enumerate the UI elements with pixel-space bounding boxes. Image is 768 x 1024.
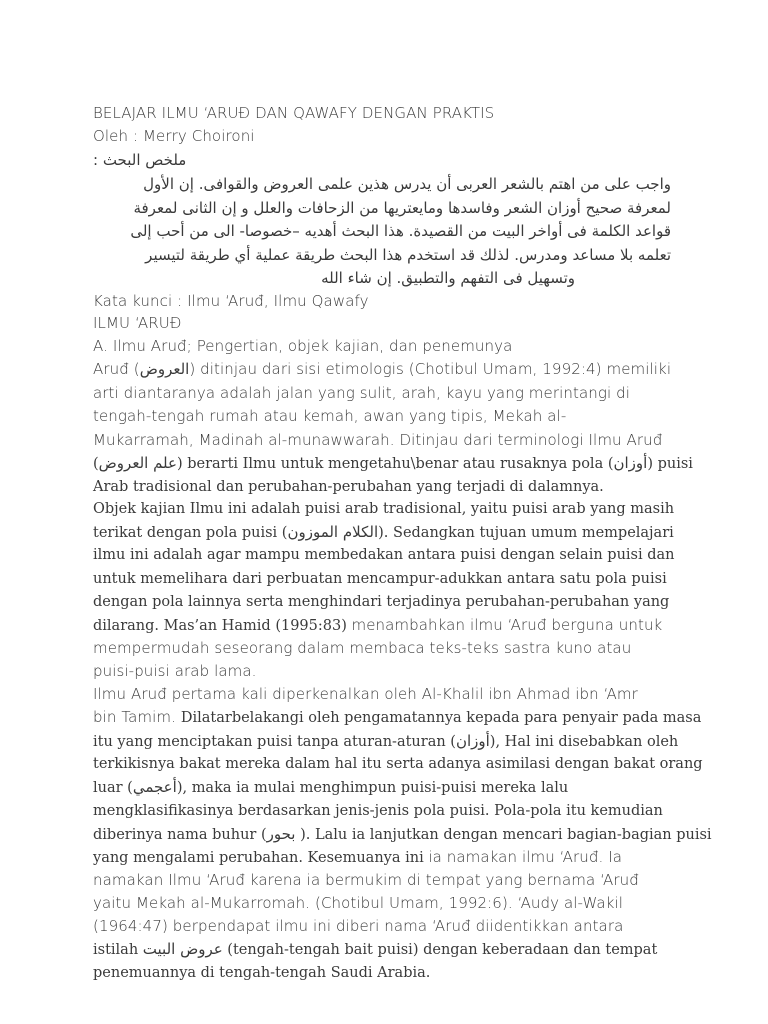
- p3-line-3: itu yang menciptakan puisi tanpa aturan-aturan (أوزان), Hal ini disebabkan oleh: [93, 732, 679, 750]
- author-line: Oleh : Merry Choironi: [93, 127, 255, 145]
- abstract-line-2: لمعرفة صحيح أوزان الشعر وفاسدها ومايعتريها من الزحافات والعلل و إن الثانى لمعرفة: [133, 199, 671, 217]
- p3-line-11: (1964:47) berpendapat ilmu ini diberi nama ‘Aruđ diidentikkan antara: [93, 917, 624, 935]
- p3-line-7: diberinya nama buhur (بحور ). Lalu ia lanjutkan dengan mencari bagian-bagian puisi: [93, 825, 712, 843]
- p3-line-12: istilah عروض البيت (tengah-tengah bait puisi) dengan keberadaan dan tempat: [93, 940, 658, 958]
- p1-line-4: Mukarramah, Madinah al-munawwarah. Ditinjau dari terminologi Ilmu Aruđ: [93, 431, 663, 449]
- abstract-line-5: وتسهيل فى التفهم والتطبيق. إن شاء الله: [321, 269, 575, 287]
- section-heading: ILMU ‘ARUĐ: [93, 314, 182, 332]
- abstract-line-3: قواعد الكلمة فى أواخر البيت من القصيدة. هذا البحث أهديه –خصوصا- الى من أحب إلى: [130, 222, 671, 240]
- p1-line-1: Aruđ (العروض) ditinjau dari sisi etimologis (Chotibul Umam, 1992:4) memiliki: [93, 360, 672, 378]
- abstract-line-1: واجب على من اهتم بالشعر العربى أن يدرس هذين علمى العروض والقوافى. إن الأول: [143, 175, 671, 193]
- p3-line-1: Ilmu Aruđ pertama kali diperkenalkan oleh Al-Khalil ibn Ahmad ibn ‘Amr: [93, 685, 638, 703]
- p2-line-5: dengan pola lainnya serta menghindari terjadinya perubahan-perubahan yang: [93, 594, 670, 610]
- p1-line-2: arti diantaranya adalah jalan yang sulit, arah, kayu yang merintangi di: [93, 384, 630, 402]
- keywords-line: Kata kunci : Ilmu ‘Aruđ, Ilmu Qawafy: [93, 292, 369, 310]
- p2-line-8: puisi-puisi arab lama.: [93, 662, 257, 680]
- p3-line-2: bin Tamim. Dilatarbelakangi oleh pengamatannya kepada para penyair pada masa: [93, 708, 702, 726]
- abstract-label: ملخص البحث :: [93, 151, 187, 169]
- p2-line-4: untuk memelihara dari perbuatan mencampur-adukkan antara satu pola puisi: [93, 571, 667, 587]
- p3-line-4: terkikisnya bakat mereka dalam hal itu serta adanya asimilasi dengan bakat orang: [93, 756, 703, 772]
- p3-line-13: penemuannya di tengah-tengah Saudi Arabia.: [93, 965, 431, 981]
- document-title: BELAJAR ILMU ‘ARUĐ DAN QAWAFY DENGAN PRAKTIS: [93, 104, 495, 122]
- p2-line-2: terikat dengan pola puisi (الكلام الموزون). Sedangkan tujuan umum mempelajari: [93, 523, 674, 541]
- p2-line-7: mempermudah seseorang dalam membaca teks-teks sastra kuno atau: [93, 639, 632, 657]
- p2-line-3: ilmu ini adalah agar mampu membedakan antara puisi dengan selain puisi dan: [93, 547, 675, 563]
- p1-line-6: Arab tradisional dan perubahan-perubahan yang terjadi di dalamnya.: [93, 479, 604, 495]
- p3-line-8: yang mengalami perubahan. Kesemuanya ini ia namakan ilmu ‘Aruđ. Ia: [93, 848, 623, 866]
- p3-line-10: yaitu Mekah al-Mukarromah. (Chotibul Umam, 1992:6). ‘Audy al-Wakil: [93, 894, 624, 912]
- abstract-line-4: تعلمه بلا مساعد ومدرس. لذلك قد استخدم هذا البحث طريقة عملية أي طريقة لتيسير: [145, 246, 671, 264]
- p1-line-5: (علم العروض) berarti Ilmu untuk mengetahu\benar atau rusaknya pola (أوزان) puisi: [93, 454, 693, 472]
- p3-line-5: luar (أعجمي), maka ia mulai menghimpun puisi-puisi mereka lalu: [93, 778, 569, 796]
- p1-line-3: tengah-tengah rumah atau kemah, awan yang tipis, Mekah al-: [93, 407, 567, 425]
- p2-line-6: dilarang. Mas’an Hamid (1995:83) menambahkan ilmu ‘Aruđ berguna untuk: [93, 616, 663, 634]
- subsection-heading: A. Ilmu Aruđ; Pengertian, objek kajian, dan penemunya: [93, 337, 513, 355]
- p3-line-9: namakan Ilmu ‘Aruđ karena ia bermukim di tempat yang bernama ‘Aruđ: [93, 871, 639, 889]
- p3-line-6: mengklasifikasinya berdasarkan jenis-jenis pola puisi. Pola-pola itu kemudian: [93, 803, 663, 819]
- p2-line-1: Objek kajian Ilmu ini adalah puisi arab tradisional, yaitu puisi arab yang masih: [93, 501, 675, 517]
